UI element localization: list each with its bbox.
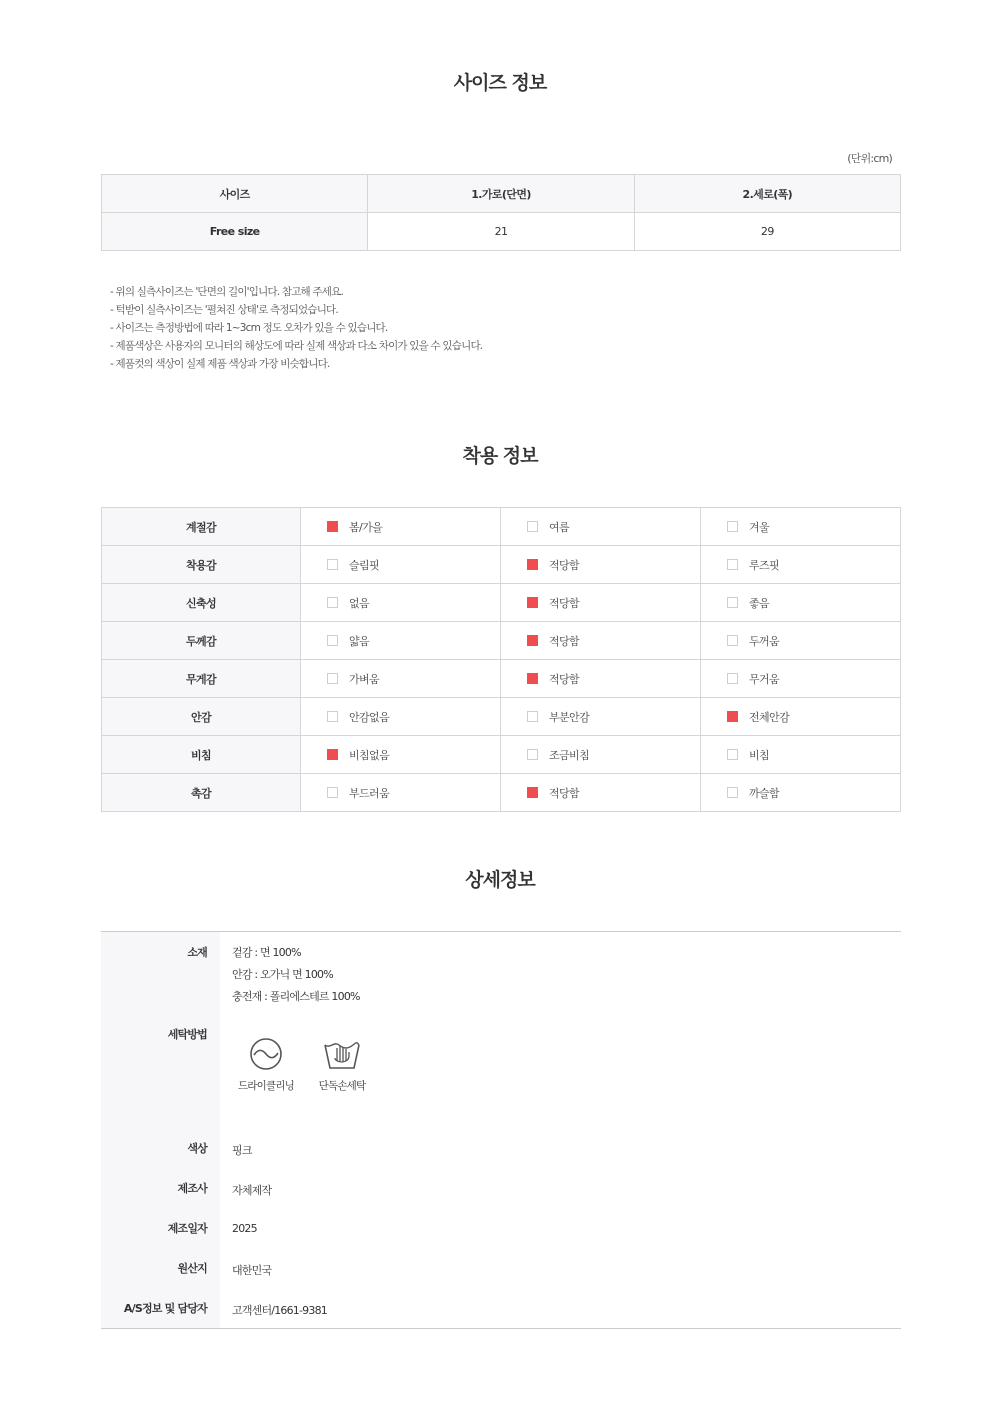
fit-option-label: 적당함 xyxy=(549,634,580,648)
fit-row-label: 무게감 xyxy=(102,660,301,698)
note-item: - 사이즈는 측정방법에 따라 1~3cm 정도 오차가 있을 수 있습니다. xyxy=(110,322,388,334)
size-table-header xyxy=(102,175,901,213)
fit-option xyxy=(701,660,901,698)
origin-label: 원산지 xyxy=(177,1262,207,1275)
fit-option xyxy=(701,622,901,660)
fit-option-label: 없음 xyxy=(349,596,370,610)
fit-option xyxy=(301,584,501,622)
care-item-label: 드라이클리닝 xyxy=(237,1080,295,1092)
fit-option-label: 안감없음 xyxy=(349,710,390,724)
table-row xyxy=(102,622,901,660)
fit-option xyxy=(501,508,701,546)
size-header-cell: 2.세로(폭) xyxy=(634,175,900,213)
checked-box-icon xyxy=(727,711,738,722)
wash-method-label: 세탁방법 xyxy=(167,1028,207,1041)
fit-option-label: 얇음 xyxy=(349,634,370,648)
unchecked-box-icon xyxy=(727,749,738,760)
table-row xyxy=(102,213,901,251)
size-notes xyxy=(110,283,482,373)
fit-option-label: 적당함 xyxy=(549,558,580,572)
unchecked-box-icon xyxy=(727,673,738,684)
unchecked-box-icon xyxy=(727,521,738,532)
fit-option xyxy=(501,584,701,622)
manufacture-date-label: 제조일자 xyxy=(167,1222,207,1235)
fit-option-label: 가벼움 xyxy=(349,672,380,686)
fit-option-label: 두꺼움 xyxy=(749,634,780,648)
note-item: - 위의 실측사이즈는 '단면의 길이'입니다. 참고해 주세요. xyxy=(110,286,344,298)
fit-option xyxy=(701,584,901,622)
unchecked-box-icon xyxy=(327,711,338,722)
detail-info-title: 상세정보 xyxy=(465,869,535,891)
size-value-cell: 29 xyxy=(634,213,900,251)
unit-label: (단위:cm) xyxy=(847,152,892,165)
material-line: 안감 : 오가닉 면 100% xyxy=(232,968,333,981)
fit-row-label: 신축성 xyxy=(102,584,301,622)
fit-option-label: 비침 xyxy=(749,748,770,762)
table-row xyxy=(102,660,901,698)
fit-option-label: 좋음 xyxy=(749,596,770,610)
fit-row-label: 비침 xyxy=(102,736,301,774)
fit-option xyxy=(501,546,701,584)
maker-label: 제조사 xyxy=(177,1182,207,1195)
size-header-cell: 사이즈 xyxy=(102,175,368,213)
checked-box-icon xyxy=(527,559,538,570)
fit-option-label: 전체안감 xyxy=(749,710,790,724)
fit-option-label: 봄/가을 xyxy=(349,520,383,534)
fit-option xyxy=(501,736,701,774)
size-name-cell: Free size xyxy=(102,213,368,251)
table-row xyxy=(102,698,901,736)
checked-box-icon xyxy=(527,787,538,798)
table-row xyxy=(102,584,901,622)
material-line: 충전재 : 폴리에스테르 100% xyxy=(232,990,360,1003)
size-info-title: 사이즈 정보 xyxy=(453,72,547,94)
checked-box-icon xyxy=(527,673,538,684)
fit-table xyxy=(101,507,901,812)
fit-row-label: 두께감 xyxy=(102,622,301,660)
unchecked-box-icon xyxy=(527,749,538,760)
fit-option-label: 무거움 xyxy=(749,672,780,686)
fit-option xyxy=(701,508,901,546)
note-item: - 제품컷의 색상이 실제 제품 색상과 가장 비슷합니다. xyxy=(110,358,330,370)
material-line: 겉감 : 면 100% xyxy=(232,946,301,959)
fit-option xyxy=(501,660,701,698)
manufacture-date-value: 2025 xyxy=(232,1222,257,1235)
unchecked-box-icon xyxy=(527,521,538,532)
fit-row-label: 착용감 xyxy=(102,546,301,584)
table-row xyxy=(102,508,901,546)
fit-option xyxy=(301,660,501,698)
fit-option xyxy=(301,622,501,660)
note-item: - 제품색상은 사용자의 모니터의 해상도에 따라 실제 색상과 다소 차이가 있을 수 있습니다. xyxy=(110,340,483,352)
checked-box-icon xyxy=(527,597,538,608)
fit-option xyxy=(501,622,701,660)
care-item-label: 단독손세탁 xyxy=(318,1080,366,1092)
checked-box-icon xyxy=(327,521,338,532)
fit-option-label: 여름 xyxy=(549,520,570,534)
fit-option-label: 까슬함 xyxy=(749,786,780,800)
hand-wash-icon xyxy=(322,1036,362,1072)
fit-option xyxy=(701,546,901,584)
fit-option xyxy=(301,736,501,774)
fit-option-label: 부분안감 xyxy=(549,710,590,724)
dry-cleaning-icon xyxy=(248,1036,284,1072)
unchecked-box-icon xyxy=(727,635,738,646)
fit-row-label: 계절감 xyxy=(102,508,301,546)
unchecked-box-icon xyxy=(727,787,738,798)
fit-option xyxy=(501,698,701,736)
fit-option-label: 루즈핏 xyxy=(749,558,780,572)
table-row xyxy=(102,736,901,774)
size-table xyxy=(101,174,901,251)
unchecked-box-icon xyxy=(327,635,338,646)
care-item-dry-clean xyxy=(231,1036,301,1093)
fit-option-label: 슬림핏 xyxy=(349,558,380,572)
unchecked-box-icon xyxy=(327,559,338,570)
fit-option xyxy=(501,774,701,812)
color-label: 색상 xyxy=(187,1142,207,1155)
fit-option-label: 적당함 xyxy=(549,672,580,686)
care-item-hand-wash xyxy=(307,1036,377,1093)
fit-option xyxy=(301,774,501,812)
fit-option-label: 비침없음 xyxy=(349,748,390,762)
fit-option-label: 조금비침 xyxy=(549,748,590,762)
fit-row-label: 촉감 xyxy=(102,774,301,812)
fit-row-label: 안감 xyxy=(102,698,301,736)
detail-info-panel xyxy=(101,931,901,1329)
fit-option xyxy=(301,508,501,546)
fit-option xyxy=(701,736,901,774)
origin-value: 대한민국 xyxy=(232,1264,272,1277)
as-info-label: A/S정보 및 담당자 xyxy=(123,1302,207,1315)
fit-option xyxy=(701,698,901,736)
unchecked-box-icon xyxy=(727,559,738,570)
fit-info-title: 착용 정보 xyxy=(462,445,538,467)
table-row xyxy=(102,774,901,812)
size-value-cell: 21 xyxy=(368,213,634,251)
fit-option-label: 겨울 xyxy=(749,520,770,534)
maker-value: 자체제작 xyxy=(232,1184,272,1197)
fit-option-label: 적당함 xyxy=(549,596,580,610)
fit-option-label: 적당함 xyxy=(549,786,580,800)
fit-option xyxy=(301,698,501,736)
note-item: - 턱받이 실측사이즈는 '펼쳐진 상태'로 측정되었습니다. xyxy=(110,304,338,316)
color-value: 핑크 xyxy=(232,1144,252,1157)
fit-option xyxy=(701,774,901,812)
material-label: 소재 xyxy=(187,946,207,959)
checked-box-icon xyxy=(527,635,538,646)
as-info-value: 고객센터/1661-9381 xyxy=(232,1304,327,1317)
size-header-cell: 1.가로(단면) xyxy=(368,175,634,213)
unchecked-box-icon xyxy=(527,711,538,722)
unchecked-box-icon xyxy=(327,673,338,684)
unchecked-box-icon xyxy=(327,597,338,608)
checked-box-icon xyxy=(327,749,338,760)
unchecked-box-icon xyxy=(327,787,338,798)
fit-option-label: 부드러움 xyxy=(349,786,390,800)
table-row xyxy=(102,546,901,584)
fit-option xyxy=(301,546,501,584)
unchecked-box-icon xyxy=(727,597,738,608)
